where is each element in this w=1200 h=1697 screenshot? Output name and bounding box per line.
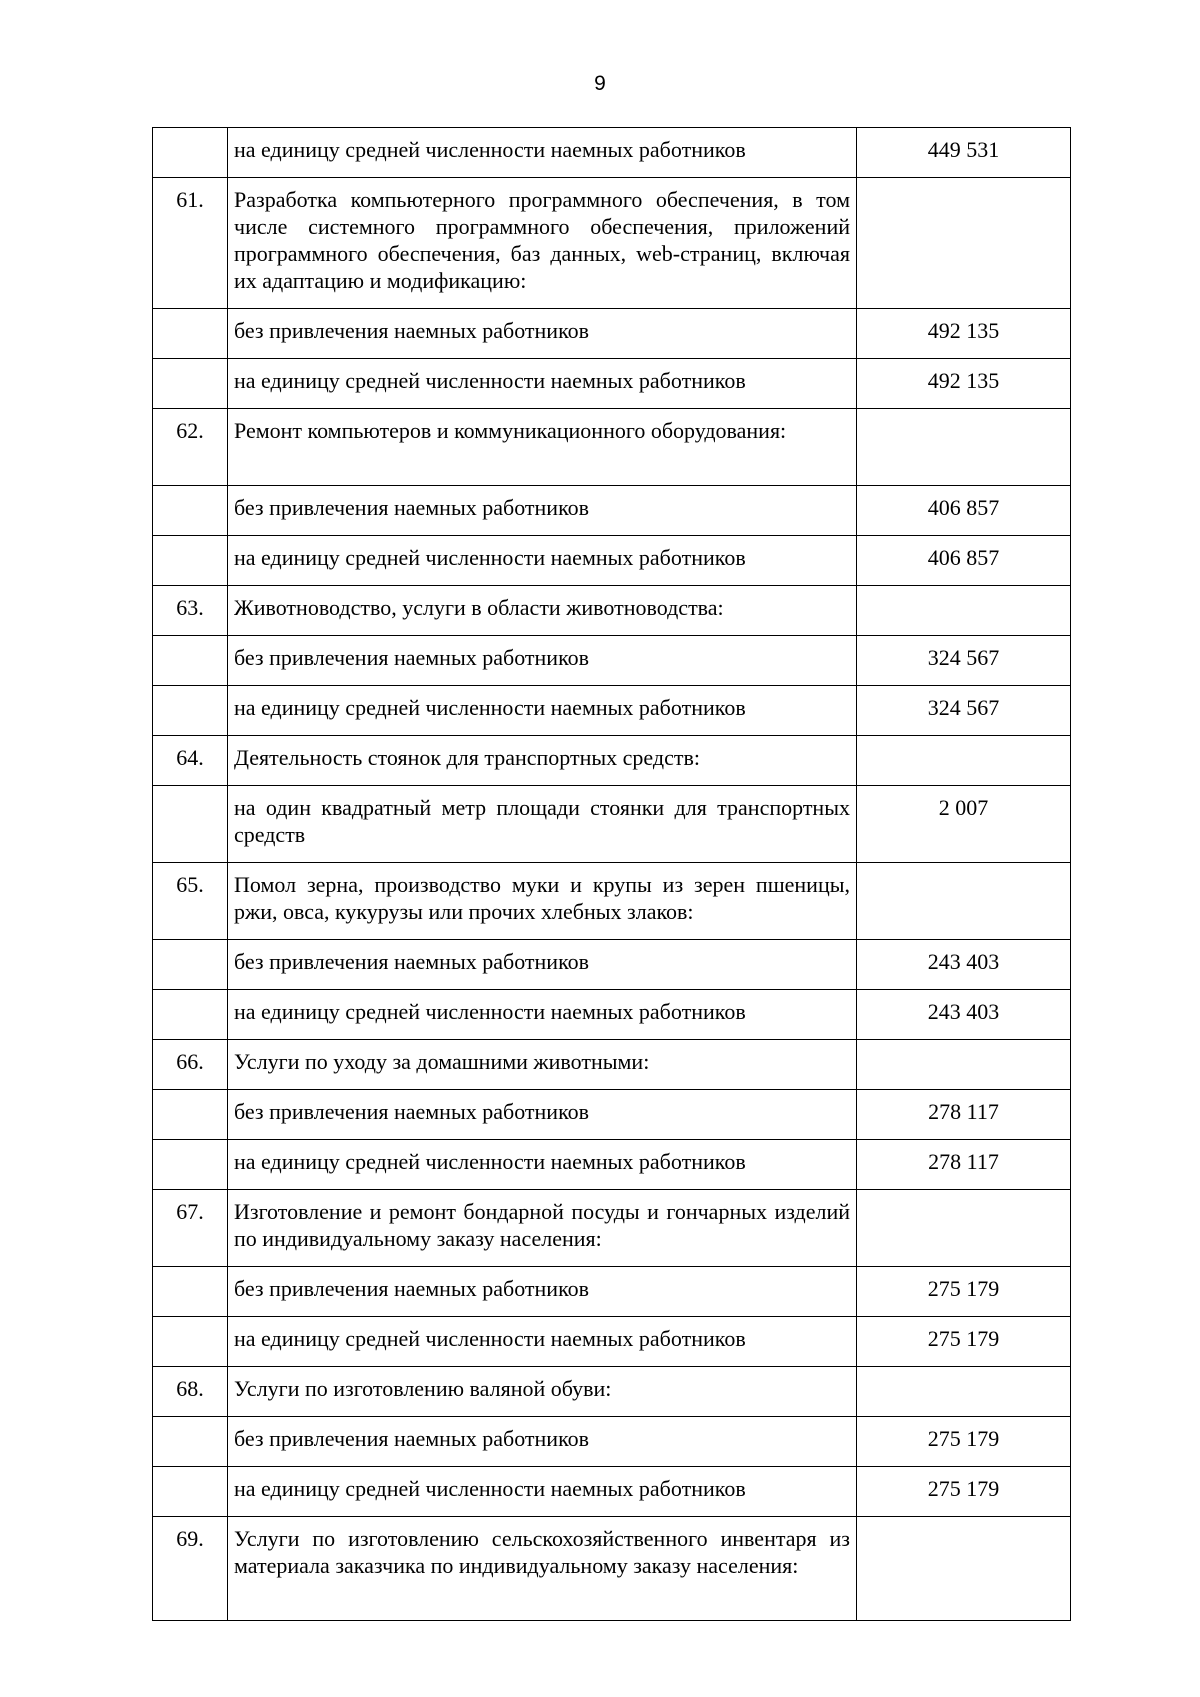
row-value — [857, 1367, 1071, 1417]
row-value: 275 179 — [857, 1267, 1071, 1317]
row-number — [153, 940, 228, 990]
table-row — [153, 178, 1071, 309]
row-description: на единицу средней численности наемных работников — [228, 1467, 857, 1517]
row-description: Услуги по изготовлению валяной обуви: — [228, 1367, 857, 1417]
row-description: Помол зерна, производство муки и крупы из зерен пшеницы, ржи, овса, кукурузы или прочих хлебных злаков: — [228, 863, 857, 940]
table-row — [153, 1090, 1071, 1140]
row-number: 66. — [153, 1040, 228, 1090]
row-value: 275 179 — [857, 1417, 1071, 1467]
row-value: 324 567 — [857, 636, 1071, 686]
tariff-table — [152, 127, 1071, 1621]
row-value — [857, 1190, 1071, 1267]
table-row — [153, 1517, 1071, 1621]
row-value: 406 857 — [857, 536, 1071, 586]
table-row — [153, 536, 1071, 586]
table-row — [153, 786, 1071, 863]
row-description: на единицу средней численности наемных работников — [228, 128, 857, 178]
table-row — [153, 586, 1071, 636]
row-number: 68. — [153, 1367, 228, 1417]
row-number: 65. — [153, 863, 228, 940]
row-value: 275 179 — [857, 1467, 1071, 1517]
row-description: Животноводство, услуги в области животноводства: — [228, 586, 857, 636]
row-number — [153, 536, 228, 586]
table-row — [153, 1467, 1071, 1517]
row-value: 243 403 — [857, 940, 1071, 990]
row-description: на единицу средней численности наемных работников — [228, 686, 857, 736]
table-row — [153, 1140, 1071, 1190]
row-number — [153, 1267, 228, 1317]
page-number: 9 — [594, 72, 606, 95]
table-row — [153, 128, 1071, 178]
row-value — [857, 178, 1071, 309]
row-value: 324 567 — [857, 686, 1071, 736]
row-number — [153, 1317, 228, 1367]
table-row — [153, 1190, 1071, 1267]
row-value: 406 857 — [857, 486, 1071, 536]
row-number — [153, 1090, 228, 1140]
row-description: Услуги по изготовлению сельскохозяйственного инвентаря из материала заказчика по индивидуальному заказу населения: — [228, 1517, 857, 1621]
row-number — [153, 486, 228, 536]
row-number — [153, 1417, 228, 1467]
row-number — [153, 309, 228, 359]
row-number: 64. — [153, 736, 228, 786]
row-description: без привлечения наемных работников — [228, 1267, 857, 1317]
row-number: 63. — [153, 586, 228, 636]
row-description: без привлечения наемных работников — [228, 486, 857, 536]
row-description: на единицу средней численности наемных работников — [228, 1317, 857, 1367]
row-description: без привлечения наемных работников — [228, 309, 857, 359]
row-description: Изготовление и ремонт бондарной посуды и гончарных изделий по индивидуальному заказу населения: — [228, 1190, 857, 1267]
row-value — [857, 1040, 1071, 1090]
row-description: без привлечения наемных работников — [228, 1090, 857, 1140]
row-description: Услуги по уходу за домашними животными: — [228, 1040, 857, 1090]
table-row — [153, 409, 1071, 486]
table-row — [153, 1417, 1071, 1467]
row-description: Ремонт компьютеров и коммуникационного оборудования: — [228, 409, 857, 486]
row-number: 62. — [153, 409, 228, 486]
row-description: без привлечения наемных работников — [228, 1417, 857, 1467]
table-row — [153, 359, 1071, 409]
row-number — [153, 128, 228, 178]
row-description: Разработка компьютерного программного обеспечения, в том числе системного программного обеспечения, приложений программного обеспечения, баз данных, web-страниц, включая их адаптацию и модификацию: — [228, 178, 857, 309]
row-value — [857, 586, 1071, 636]
row-number — [153, 786, 228, 863]
row-number — [153, 686, 228, 736]
row-number — [153, 1140, 228, 1190]
row-value: 492 135 — [857, 309, 1071, 359]
table-row — [153, 636, 1071, 686]
row-value: 449 531 — [857, 128, 1071, 178]
row-value: 275 179 — [857, 1317, 1071, 1367]
row-description: без привлечения наемных работников — [228, 636, 857, 686]
row-value: 243 403 — [857, 990, 1071, 1040]
row-description: на единицу средней численности наемных работников — [228, 359, 857, 409]
row-description: на единицу средней численности наемных работников — [228, 1140, 857, 1190]
table-row — [153, 1317, 1071, 1367]
table-body — [153, 128, 1071, 1621]
row-value — [857, 1517, 1071, 1621]
table-row — [153, 1367, 1071, 1417]
row-value: 2 007 — [857, 786, 1071, 863]
row-number: 67. — [153, 1190, 228, 1267]
table-row — [153, 686, 1071, 736]
row-description: на единицу средней численности наемных работников — [228, 990, 857, 1040]
table-row — [153, 990, 1071, 1040]
table-row — [153, 940, 1071, 990]
row-value: 492 135 — [857, 359, 1071, 409]
table-row — [153, 309, 1071, 359]
row-number — [153, 359, 228, 409]
table-row — [153, 1040, 1071, 1090]
table-row — [153, 863, 1071, 940]
row-value — [857, 863, 1071, 940]
row-number: 69. — [153, 1517, 228, 1621]
row-number — [153, 1467, 228, 1517]
row-value — [857, 409, 1071, 486]
row-number: 61. — [153, 178, 228, 309]
row-description: без привлечения наемных работников — [228, 940, 857, 990]
row-number — [153, 990, 228, 1040]
row-description: Деятельность стоянок для транспортных средств: — [228, 736, 857, 786]
row-value: 278 117 — [857, 1140, 1071, 1190]
row-value: 278 117 — [857, 1090, 1071, 1140]
table-row — [153, 736, 1071, 786]
table-row — [153, 486, 1071, 536]
table-row — [153, 1267, 1071, 1317]
row-number — [153, 636, 228, 686]
row-description: на единицу средней численности наемных работников — [228, 536, 857, 586]
row-description: на один квадратный метр площади стоянки для транспортных средств — [228, 786, 857, 863]
row-value — [857, 736, 1071, 786]
